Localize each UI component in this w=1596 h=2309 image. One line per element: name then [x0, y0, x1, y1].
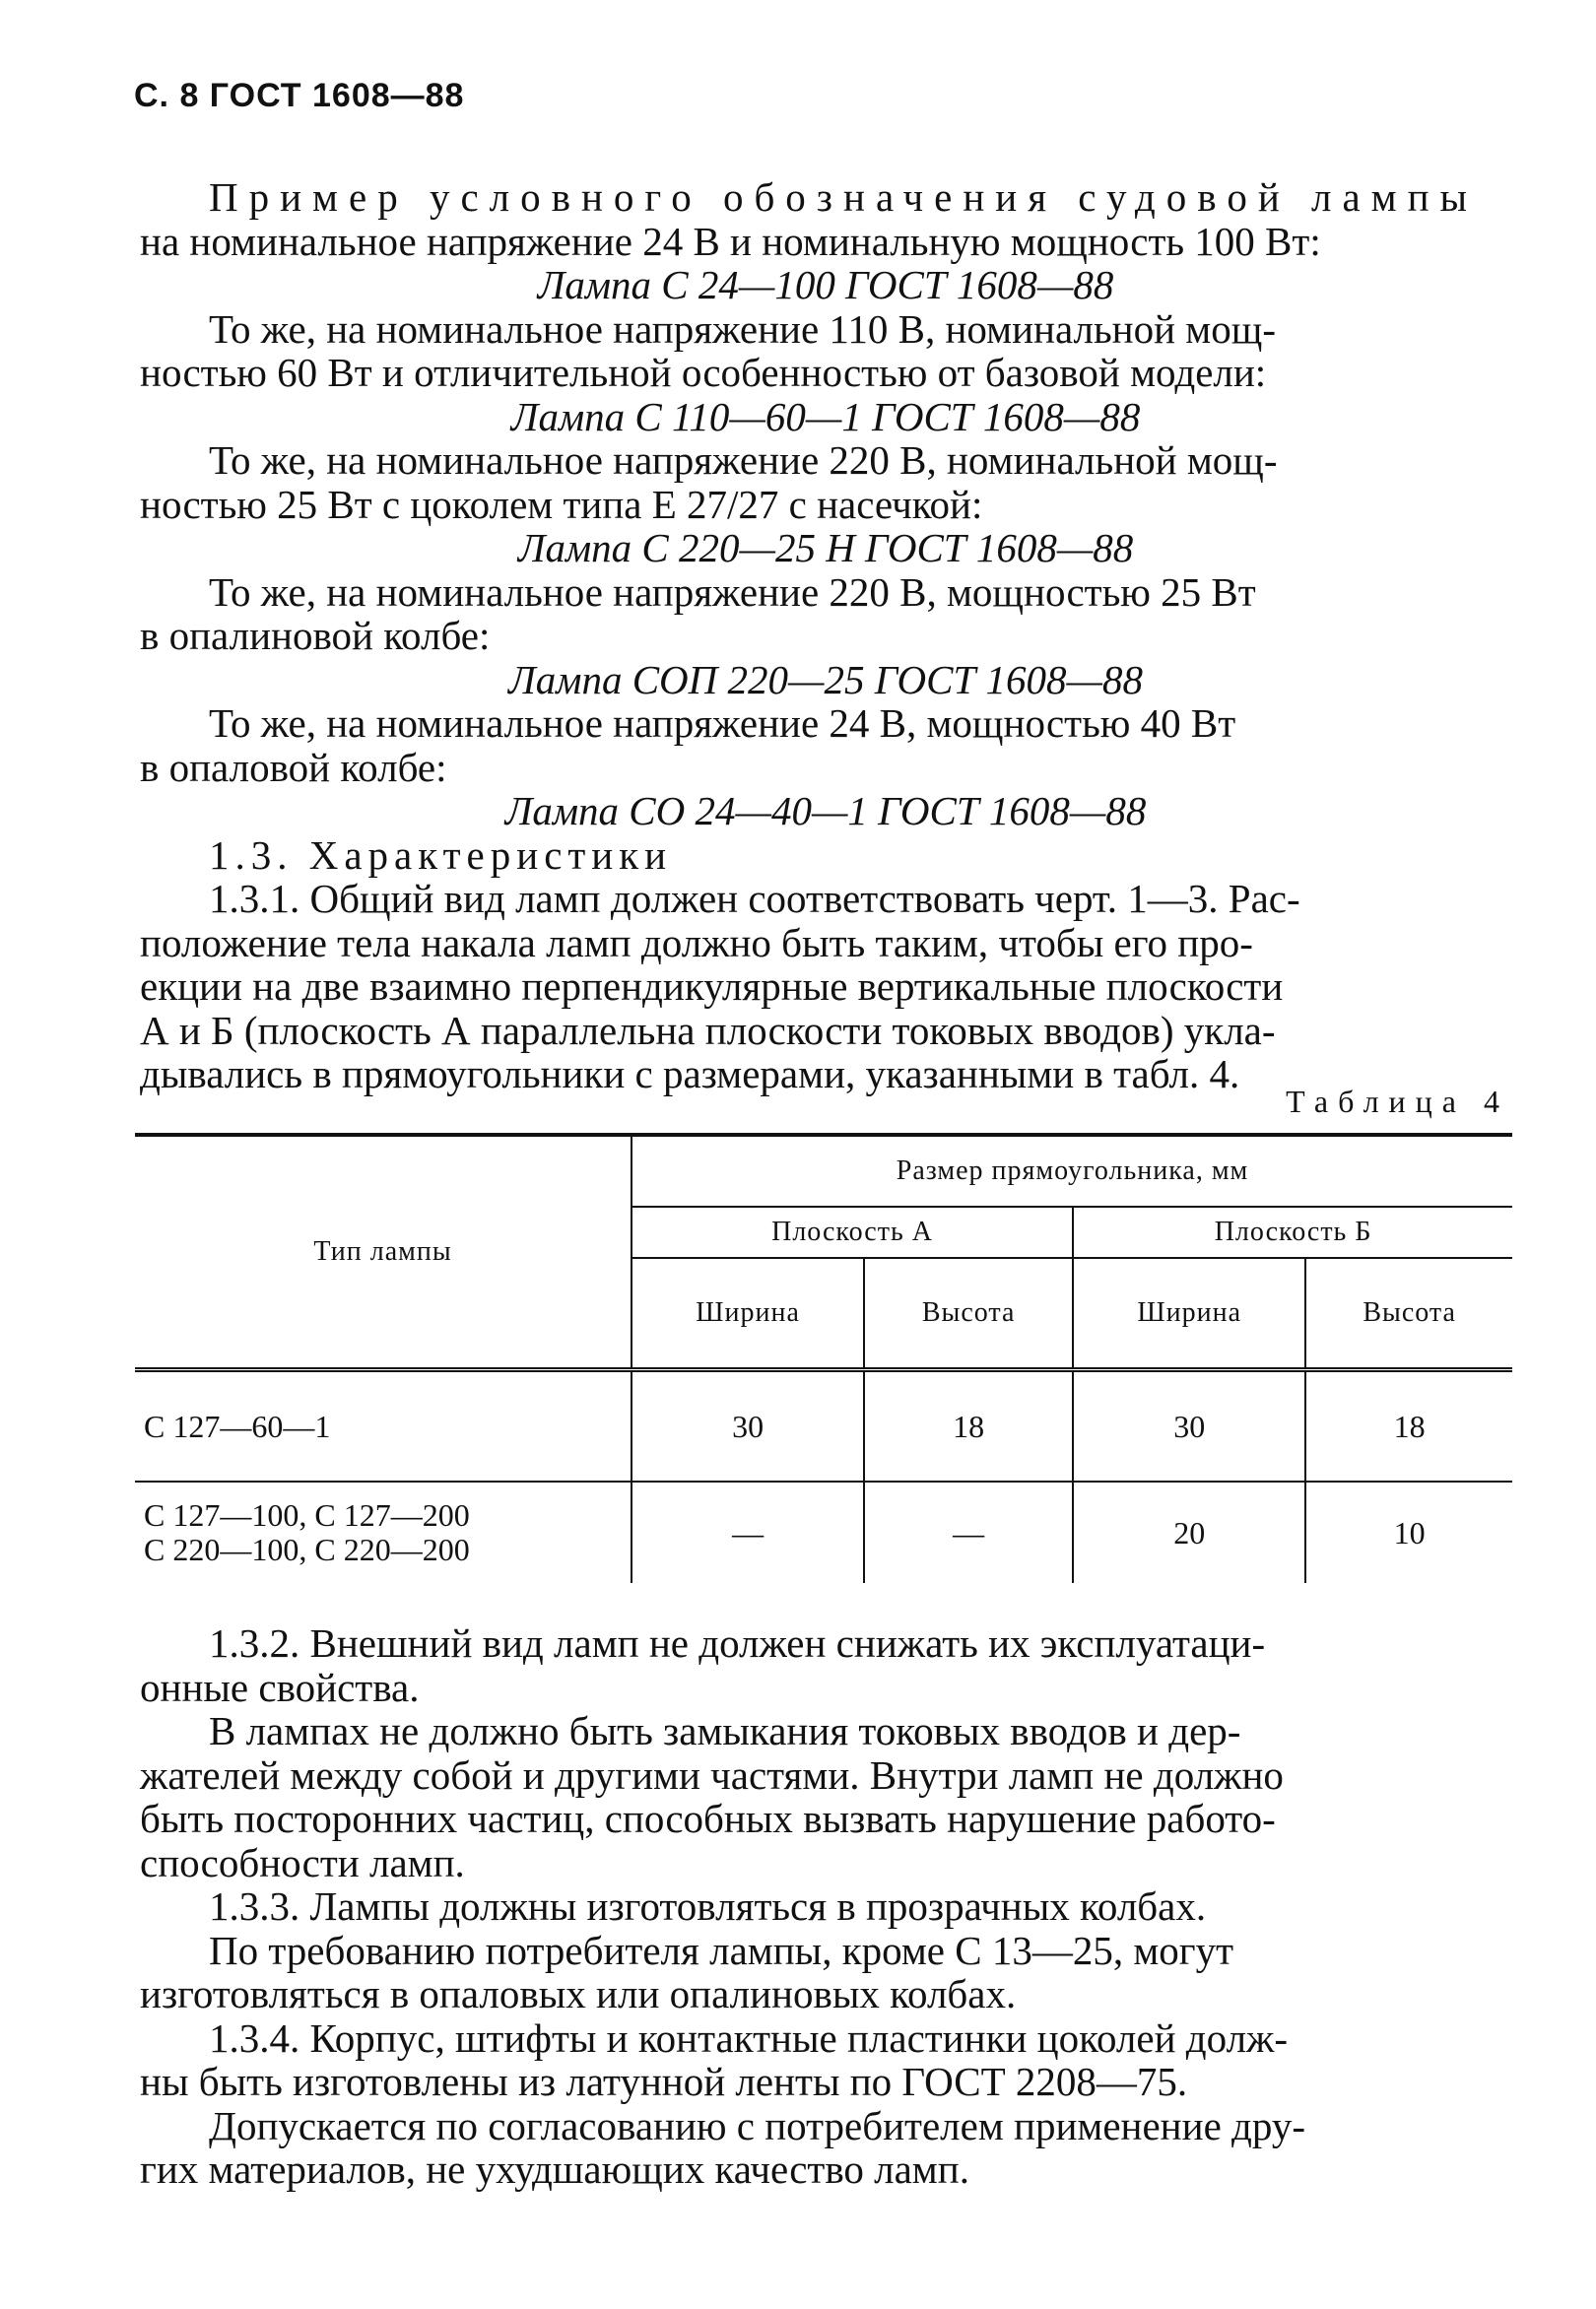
paragraph-line: 1.3.1. Общий вид ламп должен соответствовать черт. 1—3. Рас-: [209, 876, 1300, 921]
column-header-rectangle-size: Размер прямоугольника, мм: [632, 1135, 1512, 1207]
paragraph-line: А и Б (плоскость А параллельна плоскости токовых вводов) укла-: [140, 1007, 1276, 1053]
plane-b-width-cell: 20: [1073, 1482, 1305, 1583]
column-header-lamp-type: Тип лампы: [135, 1135, 632, 1370]
lamp-type-line: С 127—100, С 127—200: [144, 1497, 470, 1533]
page-header: С. 8 ГОСТ 1608—88: [134, 77, 465, 114]
paragraph: [140, 1929, 1511, 2016]
designation-example: Лампа С 220—25 Н ГОСТ 1608—88: [517, 525, 1134, 570]
example-intro: [140, 175, 1511, 263]
paragraph-1-3-1: [140, 877, 1511, 1096]
paragraph-line: екции на две взаимно перпендикулярные вертикальные плоскости: [140, 963, 1284, 1009]
paragraph-line: ны быть изготовлены из латунной ленты по ГОСТ 2208—75.: [140, 2059, 1188, 2104]
paragraph: [140, 1709, 1511, 1884]
paragraph-line: 1.3.4. Корпус, штифты и контактные пластинки цоколей долж-: [209, 2014, 1289, 2061]
paragraph-line: В лампах не должно быть замыкания токовых вводов и дер-: [209, 1708, 1241, 1753]
column-header-width-a: Ширина: [696, 1297, 800, 1328]
plane-a-height-cell: —: [864, 1482, 1073, 1583]
column-header-plane-a: Плоскость А: [632, 1207, 1073, 1258]
table-caption: Таблица 4: [1286, 1084, 1509, 1119]
paragraph-line: жателей между собой и другими частями. Внутри ламп не должно: [140, 1751, 1284, 1798]
designation-example: Лампа С 24—100 ГОСТ 1608—88: [537, 262, 1114, 307]
paragraph-line: гих материалов, не ухудшающих качество ламп.: [140, 2146, 969, 2192]
lamp-type-cell: [135, 1372, 632, 1482]
lamp-type-line: С 127—60—1: [144, 1408, 331, 1444]
paragraph-line: По требованию потребителя лампы, кроме С 13—25, могут: [209, 1927, 1234, 1973]
paragraph-line: ностью 60 Вт и отличительной особенностью от базовой модели:: [140, 350, 1267, 395]
rectangle-size-table: [135, 1133, 1512, 1583]
paragraph-1-3-2: [140, 1621, 1511, 1709]
column-header-width-b: Ширина: [1073, 1258, 1305, 1370]
plane-a-width-cell: 30: [732, 1408, 765, 1444]
paragraph-line: способности ламп.: [140, 1839, 465, 1885]
paragraph-line: То же, на номинальное напряжение 110 В, номинальной мощ-: [209, 305, 1276, 352]
paragraph-line: онные свойства.: [140, 1664, 420, 1710]
plane-b-width-cell: 30: [1073, 1372, 1305, 1482]
designation-example: Лампа СО 24—40—1 ГОСТ 1608—88: [504, 788, 1147, 833]
lamp-type-cell: [135, 1482, 632, 1583]
paragraph: [140, 2104, 1511, 2192]
paragraph-line: дывались в прямоугольники с размерами, указанными в табл. 4.: [140, 1051, 1240, 1096]
paragraph-line: Допускается по согласованию с потребителем применение дру-: [209, 2102, 1305, 2148]
paragraph-line: быть посторонних частиц, способных вызвать нарушение работо-: [140, 1796, 1276, 1841]
paragraph-1-3-4: [140, 2016, 1511, 2104]
table-row: [135, 1482, 1512, 1583]
paragraph-line: изготовляться в опаловых или опалиновых колбах.: [140, 1971, 1017, 2016]
paragraph-line: То же, на номинальное напряжение 220 В, мощностью 25 Вт: [209, 568, 1256, 615]
paragraph-line: в опалиновой колбе:: [140, 613, 491, 658]
plane-b-height-cell: 18: [1305, 1372, 1512, 1482]
plane-b-height-cell: 10: [1305, 1482, 1512, 1583]
column-header-height-b: Высота: [1305, 1258, 1512, 1370]
designation-example: Лампа СОП 220—25 ГОСТ 1608—88: [508, 656, 1143, 702]
lamp-type-line: С 220—100, С 220—200: [144, 1532, 470, 1567]
paragraph: [140, 570, 1511, 658]
column-header-height-a: Высота: [864, 1258, 1073, 1370]
column-header-plane-b: Плоскость Б: [1073, 1207, 1512, 1258]
designation-example: Лампа С 110—60—1 ГОСТ 1608—88: [510, 393, 1141, 439]
characteristics-continued: [140, 1621, 1511, 2192]
paragraph-line: Пример условного обозначения судовой лампы: [209, 174, 1479, 220]
paragraph: [140, 701, 1511, 789]
paragraph-line: То же, на номинальное напряжение 24 В, мощностью 40 Вт: [209, 700, 1236, 746]
plane-a-height-cell: 18: [864, 1372, 1073, 1482]
paragraph-line: в опаловой колбе:: [140, 744, 447, 790]
paragraph-line: положение тела накала ламп должно быть таким, чтобы его про-: [140, 919, 1253, 965]
paragraph-line: ностью 25 Вт с цоколем типа Е 27/27 с насечкой:: [140, 481, 983, 527]
plane-a-width-cell: —: [632, 1482, 864, 1583]
paragraph: [140, 307, 1511, 395]
paragraph-line: 1.3.2. Внешний вид ламп не должен снижать их эксплуатаци-: [209, 1620, 1266, 1666]
table-row: [135, 1372, 1512, 1482]
paragraph-line: на номинальное напряжение 24 В и номинальную мощность 100 Вт:: [140, 218, 1321, 264]
paragraph: [140, 438, 1511, 526]
paragraph-1-3-3: 1.3.3. Лампы должны изготовляться в прозрачных колбах.: [209, 1883, 1207, 1929]
paragraph-line: То же, на номинальное напряжение 220 В, номинальной мощ-: [209, 437, 1278, 483]
designation-examples: [140, 175, 1511, 1096]
section-heading: 1.3. Характеристики: [209, 831, 673, 878]
